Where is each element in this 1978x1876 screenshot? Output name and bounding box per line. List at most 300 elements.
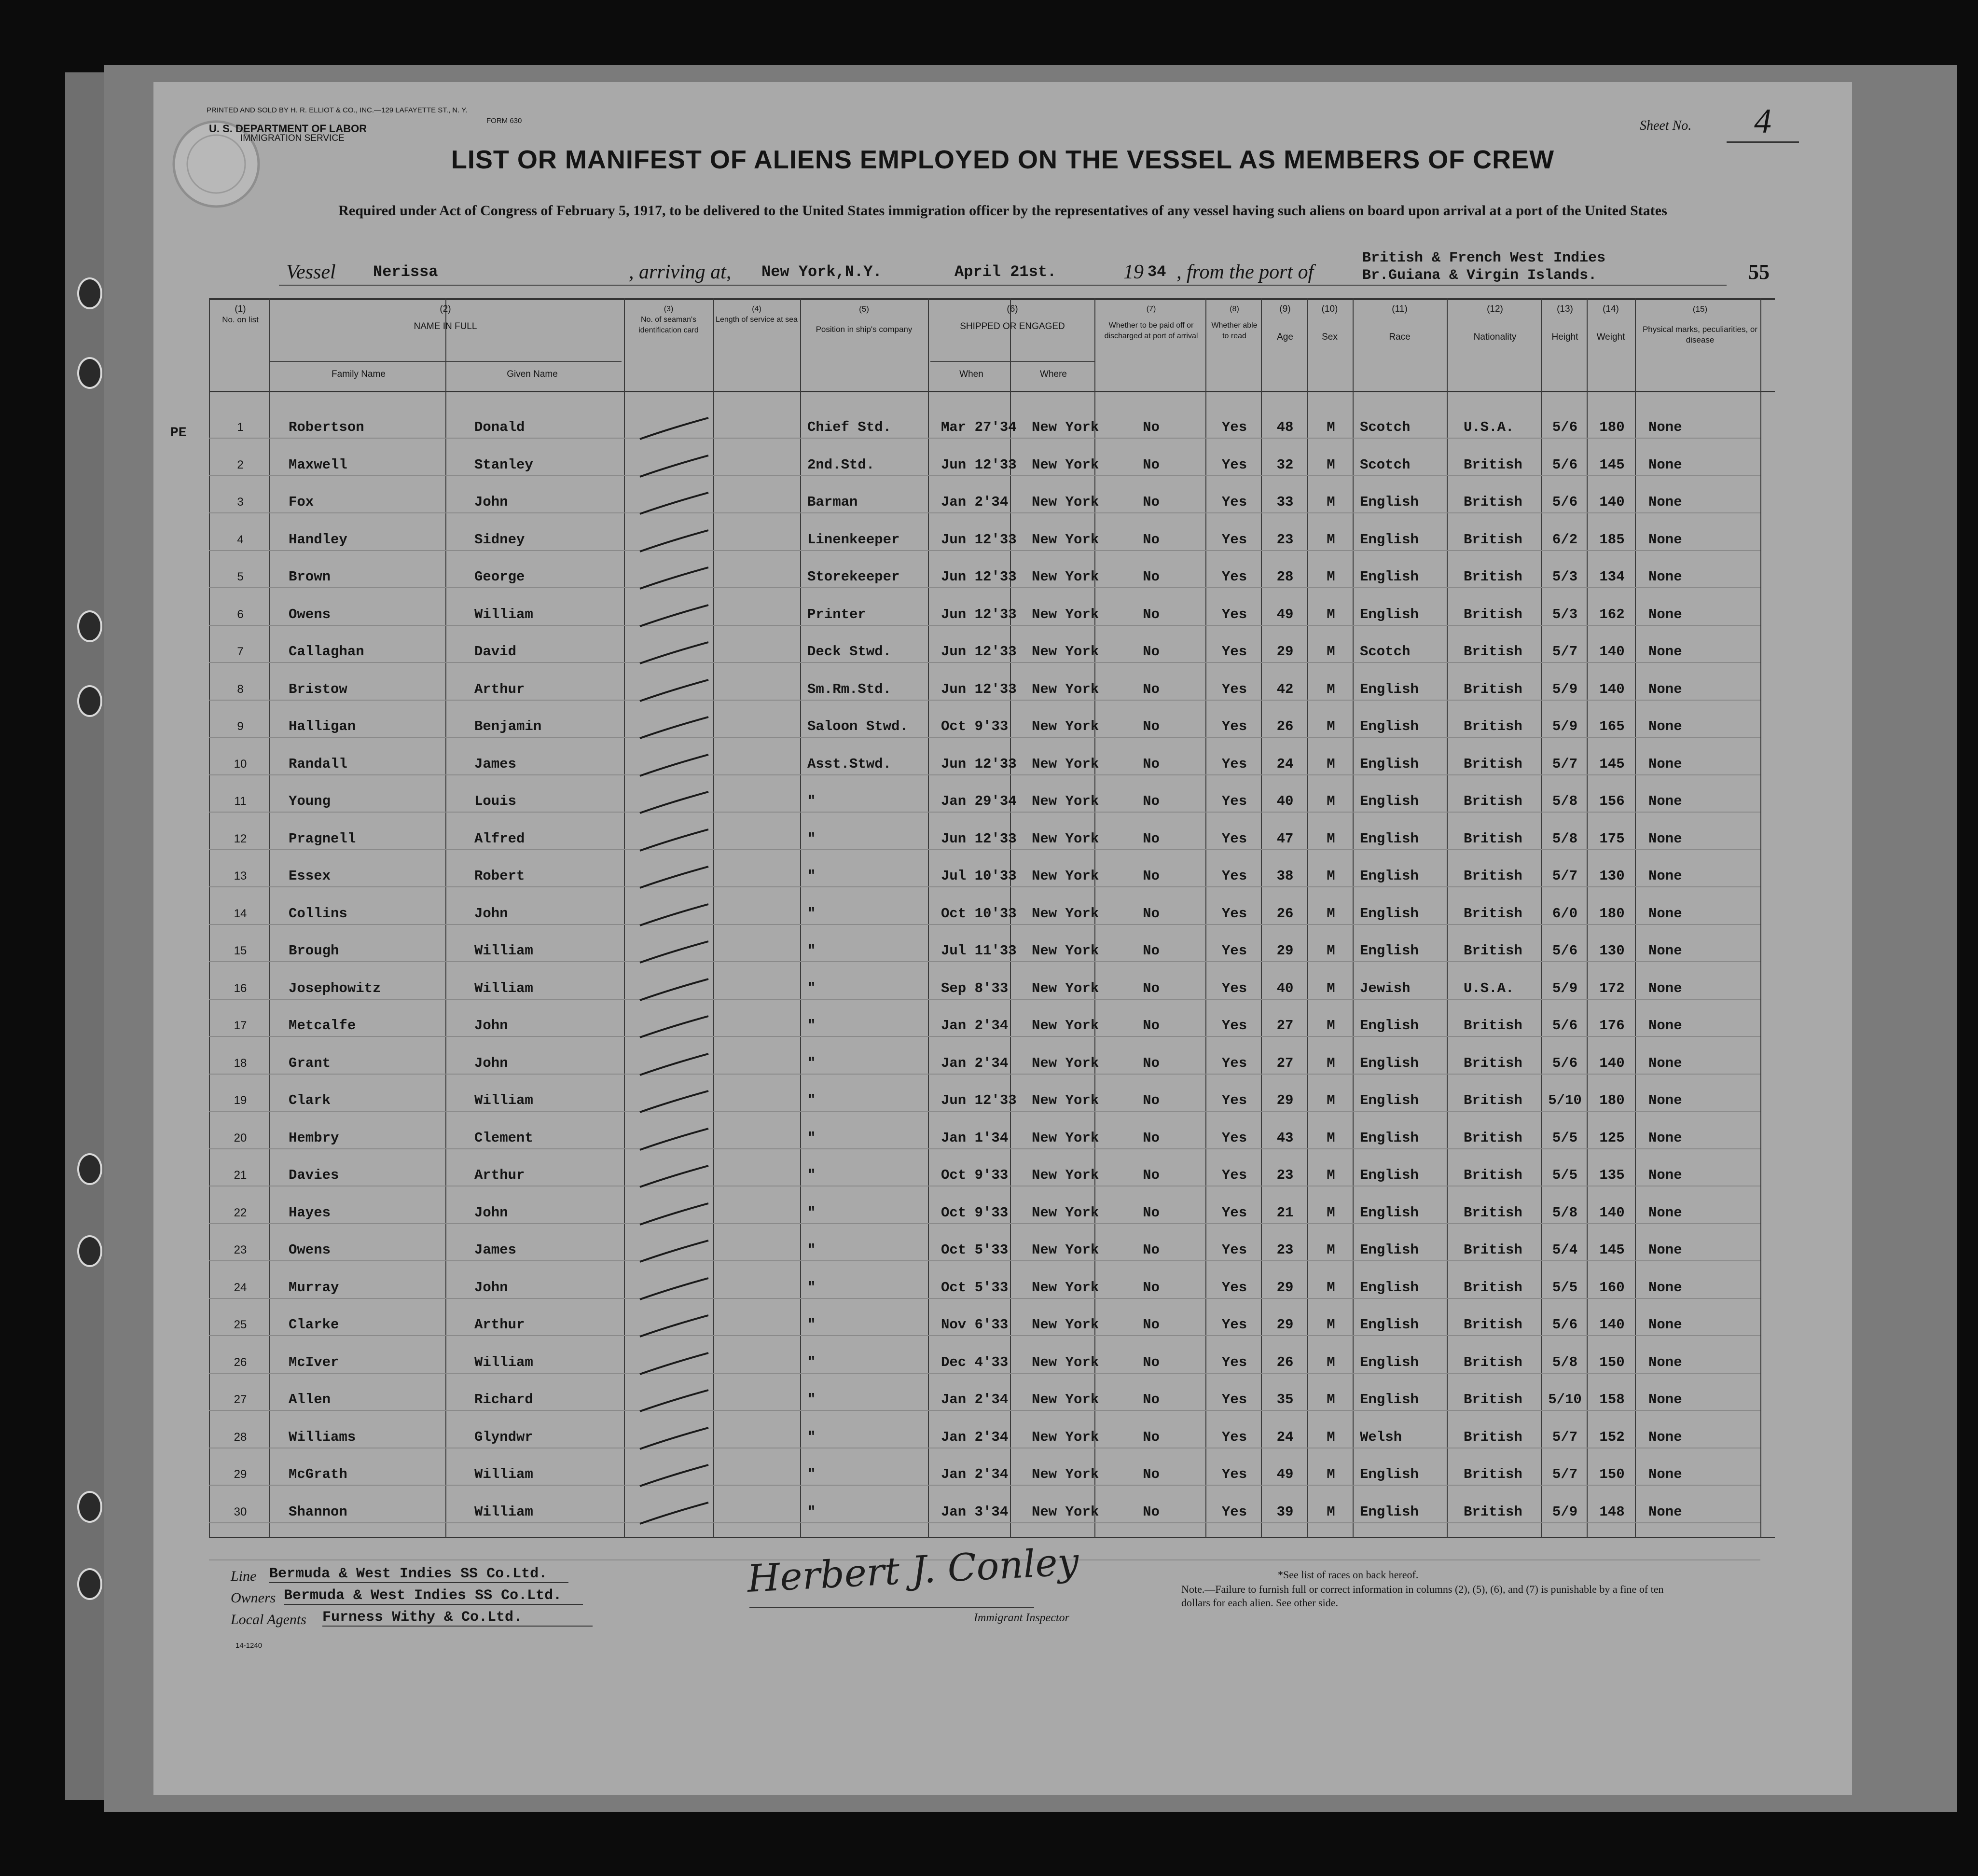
weight: 160 [1599, 1279, 1625, 1296]
row-rule [209, 737, 1760, 738]
race: English [1360, 1242, 1419, 1258]
column-rule [1760, 298, 1761, 1538]
sex: M [1327, 905, 1335, 922]
row-number: 17 [234, 1019, 247, 1032]
able-to-read: Yes [1221, 456, 1247, 473]
id-card-check-mark [636, 676, 713, 705]
id-card-check-mark [636, 414, 713, 443]
paid-off: No [1143, 1317, 1160, 1333]
able-to-read: Yes [1221, 644, 1247, 660]
position: Deck Stwd. [807, 644, 892, 660]
shipped-where: New York [1032, 419, 1099, 435]
race: Welsh [1360, 1429, 1402, 1445]
physical-marks: None [1648, 494, 1682, 510]
age: 23 [1276, 1167, 1294, 1183]
row-number: 25 [234, 1318, 247, 1331]
height: 5/5 [1552, 1167, 1578, 1183]
sex: M [1327, 1392, 1335, 1407]
age: 40 [1276, 980, 1294, 996]
row-number: 13 [234, 869, 247, 883]
given-name: William [474, 980, 533, 996]
column-rule [1541, 298, 1542, 1538]
able-to-read: Yes [1221, 1204, 1247, 1221]
row-rule [209, 1522, 1760, 1523]
physical-marks: None [1648, 531, 1682, 548]
shipping-line: Bermuda & West Indies SS Co.Ltd. [269, 1566, 568, 1583]
nationality: British [1464, 1204, 1522, 1221]
paid-off: No [1143, 1018, 1160, 1034]
given-name: James [474, 756, 517, 772]
row-number: 24 [234, 1281, 247, 1294]
weight: 150 [1599, 1466, 1625, 1482]
column-rule [624, 298, 625, 1538]
weight: 148 [1599, 1504, 1625, 1520]
paid-off: No [1143, 830, 1160, 847]
physical-marks: None [1648, 1279, 1682, 1296]
vessel-label: Vessel [286, 261, 336, 283]
age: 32 [1276, 456, 1294, 473]
physical-marks: None [1648, 1466, 1682, 1482]
able-to-read: Yes [1221, 1130, 1247, 1146]
service-label: IMMIGRATION SERVICE [240, 133, 345, 143]
physical-marks: None [1648, 1018, 1682, 1034]
age: 26 [1276, 905, 1294, 922]
shipped-where: New York [1032, 1466, 1099, 1482]
family-name: Owens [289, 1242, 331, 1258]
position: Barman [807, 494, 858, 510]
given-name: James [474, 1242, 517, 1258]
nationality: British [1464, 1167, 1522, 1183]
position: " [807, 1242, 816, 1258]
id-card-check-mark [636, 1012, 713, 1041]
race: English [1360, 905, 1419, 922]
family-name: Pragnell [289, 830, 356, 847]
row-rule [209, 438, 1760, 439]
paid-off: No [1143, 1504, 1160, 1520]
department-label: U. S. DEPARTMENT OF LABOR [209, 123, 367, 135]
paid-off: No [1143, 1130, 1160, 1146]
height: 5/9 [1552, 980, 1578, 996]
family-name: Fox [289, 494, 314, 510]
row-number: 20 [234, 1131, 247, 1145]
race: English [1360, 1204, 1419, 1221]
id-card-check-mark [636, 751, 713, 780]
shipped-where: New York [1032, 1392, 1099, 1407]
age: 23 [1276, 531, 1294, 548]
family-name: Brown [289, 569, 331, 585]
paid-off: No [1143, 793, 1160, 809]
page-number: 55 [1748, 260, 1770, 284]
given-name: George [474, 569, 525, 585]
race: English [1360, 1392, 1419, 1407]
given-name: Arthur [474, 681, 525, 697]
height: 5/7 [1552, 756, 1578, 772]
race: English [1360, 830, 1419, 847]
height: 5/8 [1552, 793, 1578, 809]
shipped-where: New York [1032, 1242, 1099, 1258]
physical-marks: None [1648, 756, 1682, 772]
race: English [1360, 718, 1419, 734]
able-to-read: Yes [1221, 1279, 1247, 1296]
binder-hole [77, 1153, 102, 1185]
sex: M [1327, 569, 1335, 585]
age: 27 [1276, 1018, 1294, 1034]
weight: 145 [1599, 756, 1625, 772]
form-number: FORM 630 [486, 117, 522, 125]
id-card-check-mark [636, 1237, 713, 1266]
height: 5/6 [1552, 1317, 1578, 1333]
paid-off: No [1143, 1242, 1160, 1258]
height: 5/4 [1552, 1242, 1578, 1258]
given-name: Sidney [474, 531, 525, 548]
sheet-number: 4 [1727, 101, 1799, 143]
column-rule [800, 298, 801, 1538]
shipped-when: Jan 3'34 [941, 1504, 1009, 1520]
row-rule [209, 999, 1760, 1000]
height: 5/7 [1552, 1429, 1578, 1445]
paid-off: No [1143, 531, 1160, 548]
race: English [1360, 1466, 1419, 1482]
family-name: Brough [289, 943, 339, 959]
origin-line-1: British & French West Indies [1362, 250, 1606, 266]
shipped-when: Oct 9'33 [941, 1204, 1009, 1221]
id-card-check-mark [636, 564, 713, 593]
nationality: British [1464, 1317, 1522, 1333]
given-name: William [474, 606, 533, 622]
shipped-where: New York [1032, 1204, 1099, 1221]
row-rule [209, 1410, 1760, 1411]
race: English [1360, 793, 1419, 809]
age: 29 [1276, 1092, 1294, 1108]
nationality: British [1464, 943, 1522, 959]
family-name: Young [289, 793, 331, 809]
manifest-sheet [153, 82, 1852, 1795]
row-rule [209, 1335, 1760, 1336]
weight: 180 [1599, 1092, 1625, 1108]
sex: M [1327, 868, 1335, 884]
weight: 140 [1599, 681, 1625, 697]
race: English [1360, 943, 1419, 959]
column-rule [1353, 298, 1354, 1538]
given-name: William [474, 943, 533, 959]
physical-marks: None [1648, 830, 1682, 847]
given-name: Arthur [474, 1317, 525, 1333]
penalty-note: Note.—Failure to furnish full or correct information in columns (2), (5), (6), and (7) is punishable by a fine of ten dollars for each alien. See other side. [1181, 1583, 1664, 1609]
family-name: Collins [289, 905, 347, 922]
form-code: 14-1240 [235, 1642, 263, 1650]
race: English [1360, 1167, 1419, 1183]
weight: 158 [1599, 1392, 1625, 1407]
row-rule [209, 550, 1760, 551]
row-rule [209, 1074, 1760, 1075]
position: " [807, 1018, 816, 1034]
shipped-when: Jun 12'33 [941, 606, 1017, 622]
sex: M [1327, 606, 1335, 622]
physical-marks: None [1648, 1317, 1682, 1333]
able-to-read: Yes [1221, 569, 1247, 585]
sex: M [1327, 1504, 1335, 1520]
position: " [807, 1392, 816, 1407]
family-name: Shannon [289, 1504, 347, 1520]
shipped-when: Oct 9'33 [941, 1167, 1009, 1183]
paid-off: No [1143, 1429, 1160, 1445]
row-number: 1 [237, 421, 244, 434]
paid-off: No [1143, 494, 1160, 510]
family-name: Allen [289, 1392, 331, 1407]
family-name: Metcalfe [289, 1018, 356, 1034]
sheet-number-label: Sheet No. [1640, 118, 1692, 133]
nationality: British [1464, 606, 1522, 622]
height: 5/5 [1552, 1279, 1578, 1296]
shipped-where: New York [1032, 531, 1099, 548]
nationality: British [1464, 1018, 1522, 1034]
able-to-read: Yes [1221, 531, 1247, 548]
id-card-check-mark [636, 788, 713, 817]
shipped-where: New York [1032, 718, 1099, 734]
family-name: Randall [289, 756, 347, 772]
row-number: 30 [234, 1505, 247, 1518]
col-10-header: (10) Sex [1321, 304, 1338, 342]
shipped-where: New York [1032, 681, 1099, 697]
given-name: William [474, 1504, 533, 1520]
shipped-when: Nov 6'33 [941, 1317, 1009, 1333]
physical-marks: None [1648, 1167, 1682, 1183]
position: Printer [807, 606, 866, 622]
race: English [1360, 1504, 1419, 1520]
age: 23 [1276, 1242, 1294, 1258]
sex: M [1327, 1279, 1335, 1296]
weight: 172 [1599, 980, 1625, 996]
paid-off: No [1143, 905, 1160, 922]
id-card-check-mark [636, 1274, 713, 1303]
col-4-header: (4) Length of service at sea [716, 305, 798, 324]
age: 27 [1276, 1055, 1294, 1071]
shipped-where: New York [1032, 1167, 1099, 1183]
column-rule [713, 298, 714, 1538]
age: 21 [1276, 1204, 1294, 1221]
id-card-check-mark [636, 1050, 713, 1079]
paid-off: No [1143, 681, 1160, 697]
position: " [807, 905, 816, 922]
weight: 156 [1599, 793, 1625, 809]
height: 5/6 [1552, 456, 1578, 473]
manifest-title: LIST OR MANIFEST OF ALIENS EMPLOYED ON THE VESSEL AS MEMBERS OF CREW [451, 145, 1555, 174]
race: English [1360, 681, 1419, 697]
age: 28 [1276, 569, 1294, 585]
row-number: 16 [234, 981, 247, 995]
given-name: William [474, 1354, 533, 1370]
height: 5/9 [1552, 718, 1578, 734]
weight: 140 [1599, 1204, 1625, 1221]
position: " [807, 868, 816, 884]
local-agents: Furness Withy & Co.Ltd. [322, 1609, 593, 1627]
id-card-check-mark [636, 900, 713, 929]
paid-off: No [1143, 606, 1160, 622]
able-to-read: Yes [1221, 943, 1247, 959]
given-name: William [474, 1092, 533, 1108]
position: " [807, 1167, 816, 1183]
binder-hole [77, 610, 102, 642]
row-number: 10 [234, 757, 247, 771]
sex: M [1327, 419, 1335, 435]
able-to-read: Yes [1221, 718, 1247, 734]
able-to-read: Yes [1221, 1504, 1247, 1520]
height: 5/9 [1552, 681, 1578, 697]
weight: 150 [1599, 1354, 1625, 1370]
shipped-where: New York [1032, 1354, 1099, 1370]
given-name: Glyndwr [474, 1429, 533, 1445]
given-name: William [474, 1466, 533, 1482]
id-card-check-mark [636, 1499, 713, 1528]
nationality: British [1464, 1429, 1522, 1445]
sex: M [1327, 644, 1335, 660]
weight: 140 [1599, 644, 1625, 660]
nationality: British [1464, 868, 1522, 884]
able-to-read: Yes [1221, 980, 1247, 996]
row-rule [209, 886, 1760, 887]
given-name: John [474, 1055, 508, 1071]
col-11-header: (11) Race [1389, 304, 1411, 342]
id-card-check-mark [636, 713, 713, 742]
position: " [807, 1354, 816, 1370]
id-card-check-mark [636, 1200, 713, 1228]
sex: M [1327, 1242, 1335, 1258]
race: English [1360, 868, 1419, 884]
shipped-where: New York [1032, 456, 1099, 473]
nationality: U.S.A. [1464, 980, 1514, 996]
race: English [1360, 1130, 1419, 1146]
age: 49 [1276, 606, 1294, 622]
column-rule [1205, 298, 1206, 1538]
shipped-where: New York [1032, 830, 1099, 847]
age: 26 [1276, 1354, 1294, 1370]
row-rule [209, 625, 1760, 626]
nationality: British [1464, 756, 1522, 772]
sex: M [1327, 980, 1335, 996]
arrival-date: April 21st. [954, 263, 1057, 281]
shipped-when: Oct 5'33 [941, 1242, 1009, 1258]
weight: 130 [1599, 943, 1625, 959]
weight: 175 [1599, 830, 1625, 847]
row-rule [209, 774, 1760, 775]
paid-off: No [1143, 569, 1160, 585]
shipped-when: Jan 2'34 [941, 1429, 1009, 1445]
row-number: 15 [234, 944, 247, 957]
margin-mark: PE [170, 426, 187, 441]
weight: 134 [1599, 569, 1625, 585]
paid-off: No [1143, 1204, 1160, 1221]
shipped-when: Jan 2'34 [941, 1055, 1009, 1071]
physical-marks: None [1648, 1130, 1682, 1146]
races-note: *See list of races on back hereof. [1278, 1569, 1419, 1581]
shipped-when: Jan 29'34 [941, 793, 1017, 809]
family-name: Owens [289, 606, 331, 622]
shipped-when: Jun 12'33 [941, 644, 1017, 660]
column-rule [1447, 298, 1448, 1538]
manifest-subtitle: Required under Act of Congress of February 5, 1917, to be delivered to the United States immigration officer by the representatives of any vessel having such aliens on board upon arrival at a port of the United States [338, 203, 1667, 219]
able-to-read: Yes [1221, 1092, 1247, 1108]
able-to-read: Yes [1221, 494, 1247, 510]
shipped-where-header: Where [1040, 369, 1067, 379]
position: " [807, 943, 816, 959]
shipped-when: Oct 10'33 [941, 905, 1017, 922]
printer-line: PRINTED AND SOLD BY H. R. ELLIOT & CO., INC.—129 LAFAYETTE ST., N. Y. [207, 106, 468, 114]
row-number: 23 [234, 1243, 247, 1256]
inspector-label: Immigrant Inspector [974, 1612, 1069, 1624]
weight: 140 [1599, 1055, 1625, 1071]
weight: 135 [1599, 1167, 1625, 1183]
binder-hole [77, 685, 102, 717]
weight: 152 [1599, 1429, 1625, 1445]
owners: Bermuda & West Indies SS Co.Ltd. [284, 1587, 583, 1605]
position: " [807, 1055, 816, 1071]
sex: M [1327, 1092, 1335, 1108]
sex: M [1327, 1354, 1335, 1370]
row-rule [209, 587, 1760, 588]
column-rule [928, 298, 929, 1538]
shipped-when: Jan 2'34 [941, 1018, 1009, 1034]
shipped-where: New York [1032, 569, 1099, 585]
shipped-where: New York [1032, 1018, 1099, 1034]
shipped-where: New York [1032, 793, 1099, 809]
shipped-where: New York [1032, 1504, 1099, 1520]
family-name: Josephowitz [289, 980, 381, 996]
family-name: Essex [289, 868, 331, 884]
physical-marks: None [1648, 1354, 1682, 1370]
sex: M [1327, 494, 1335, 510]
shipped-where: New York [1032, 868, 1099, 884]
row-rule [209, 849, 1760, 850]
position: Sm.Rm.Std. [807, 681, 892, 697]
given-name: Louis [474, 793, 517, 809]
age: 48 [1276, 419, 1294, 435]
able-to-read: Yes [1221, 1354, 1247, 1370]
weight: 140 [1599, 1317, 1625, 1333]
nationality: British [1464, 718, 1522, 734]
inspector-signature: Herbert J. Conley [746, 1540, 1080, 1601]
col-2-header: (2) NAME IN FULL [414, 304, 477, 331]
id-card-check-mark [636, 526, 713, 555]
paid-off: No [1143, 1279, 1160, 1296]
given-name: John [474, 1279, 508, 1296]
able-to-read: Yes [1221, 1466, 1247, 1482]
position: " [807, 1204, 816, 1221]
race: Jewish [1360, 980, 1411, 996]
binder-hole [77, 1235, 102, 1267]
id-card-check-mark [636, 1311, 713, 1340]
race: Scotch [1360, 644, 1411, 660]
age: 33 [1276, 494, 1294, 510]
race: English [1360, 756, 1419, 772]
sex: M [1327, 830, 1335, 847]
col-3-header: (3) No. of seaman's identification card [638, 305, 699, 334]
row-number: 2 [237, 458, 244, 471]
able-to-read: Yes [1221, 793, 1247, 809]
paid-off: No [1143, 644, 1160, 660]
age: 43 [1276, 1130, 1294, 1146]
shipped-when: Jan 2'34 [941, 1466, 1009, 1482]
physical-marks: None [1648, 793, 1682, 809]
age: 38 [1276, 868, 1294, 884]
height: 5/7 [1552, 644, 1578, 660]
family-name-header: Family Name [332, 369, 386, 379]
able-to-read: Yes [1221, 1018, 1247, 1034]
physical-marks: None [1648, 1392, 1682, 1407]
age: 29 [1276, 1279, 1294, 1296]
able-to-read: Yes [1221, 1317, 1247, 1333]
position: " [807, 1130, 816, 1146]
nationality: British [1464, 1130, 1522, 1146]
